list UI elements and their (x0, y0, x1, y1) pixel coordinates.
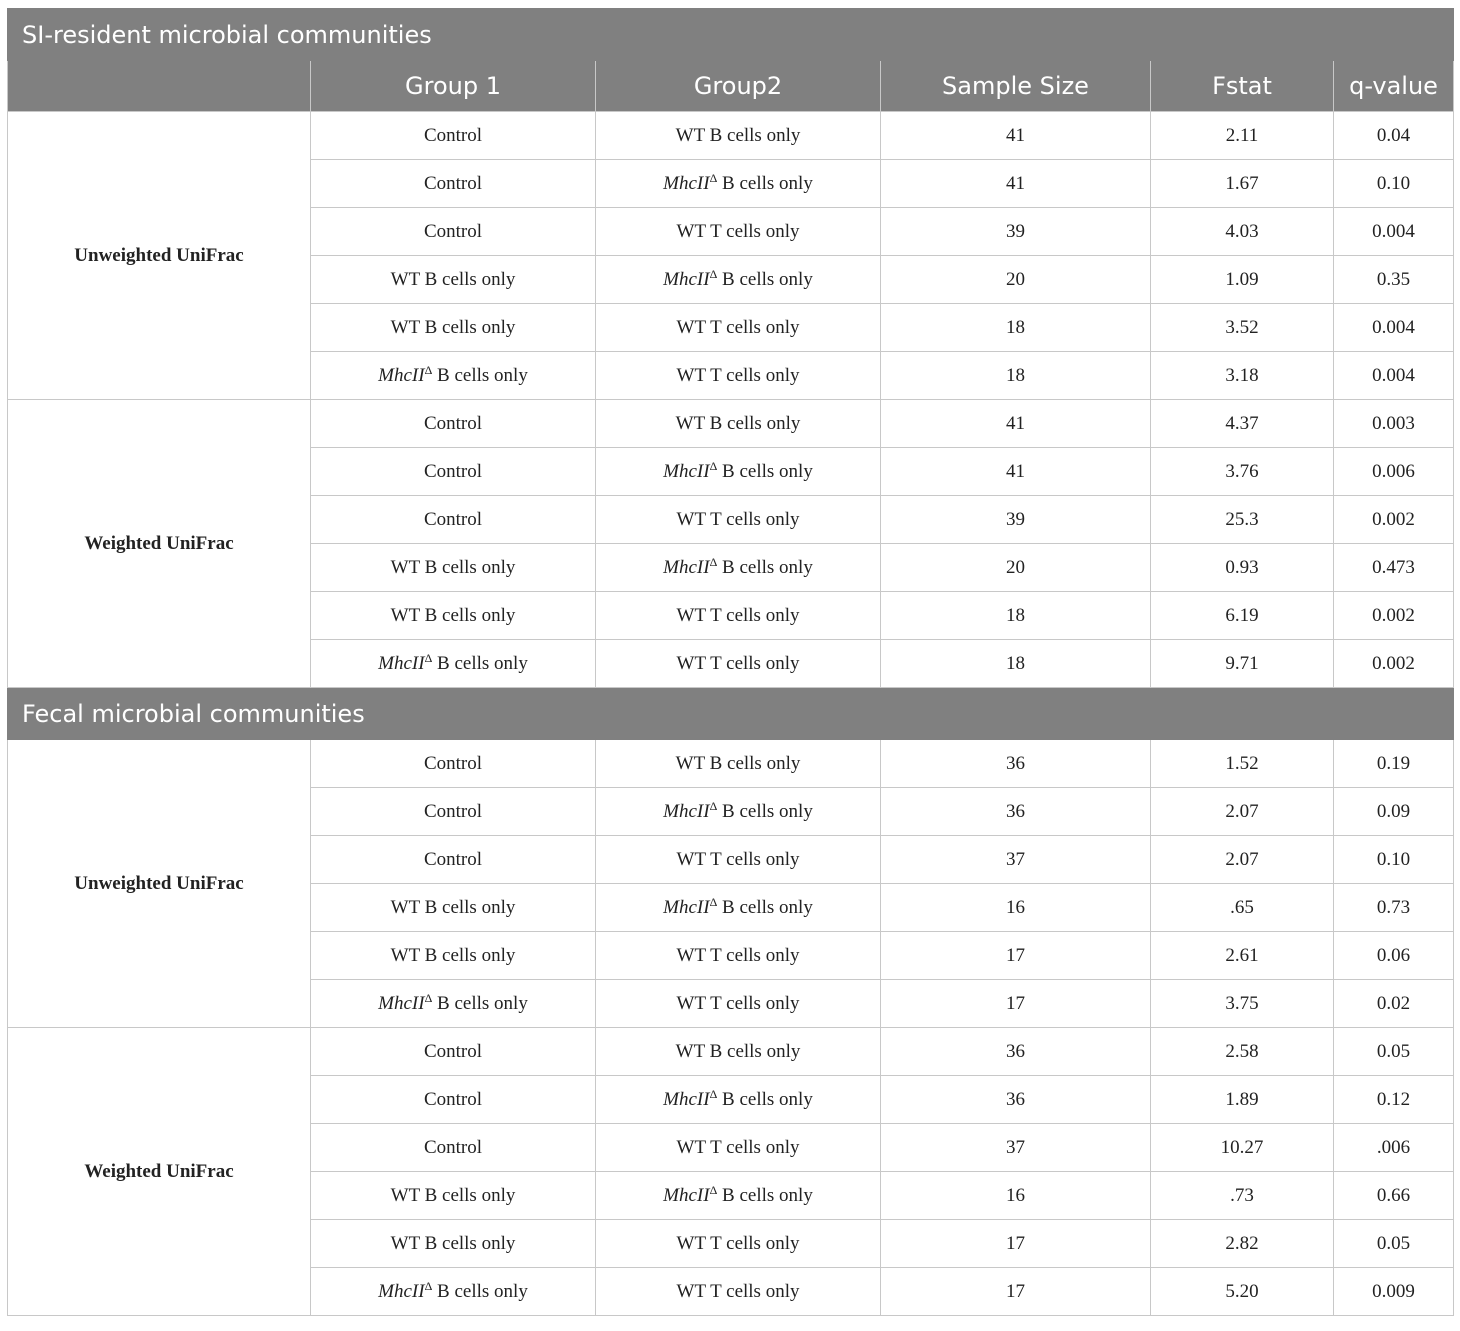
group1-cell: Control (311, 448, 596, 496)
gene-name: MhcII (378, 652, 425, 674)
group1-cell: Control (311, 496, 596, 544)
sample-size-cell: 41 (881, 448, 1151, 496)
q-value-cell: 0.006 (1334, 448, 1454, 496)
fstat-cell: 4.03 (1151, 208, 1334, 256)
column-header: Group 1 (311, 61, 596, 112)
sample-size-cell: 41 (881, 112, 1151, 160)
group2-cell: WT T cells only (596, 592, 881, 640)
sample-size-cell: 39 (881, 496, 1151, 544)
group2-cell: MhcII$^\Delta$ B cells only (596, 1076, 881, 1124)
column-header: Fstat (1151, 61, 1334, 112)
delta-superscript: Δ (709, 1182, 718, 1197)
sample-size-cell: 18 (881, 352, 1151, 400)
metric-label: Weighted UniFrac (8, 1028, 311, 1316)
sample-size-cell: 41 (881, 400, 1151, 448)
q-value-cell: 0.04 (1334, 112, 1454, 160)
q-value-cell: 0.05 (1334, 1028, 1454, 1076)
delta-superscript: Δ (424, 362, 433, 377)
q-value-cell: 0.05 (1334, 1220, 1454, 1268)
fstat-cell: 2.61 (1151, 932, 1334, 980)
group1-cell: Control (311, 208, 596, 256)
group2-cell: WT T cells only (596, 1220, 881, 1268)
q-value-cell: 0.004 (1334, 304, 1454, 352)
group2-cell: WT B cells only (596, 400, 881, 448)
group2-cell: WT T cells only (596, 496, 881, 544)
group2-cell: WT B cells only (596, 740, 881, 788)
delta-superscript: Δ (709, 1086, 718, 1101)
fstat-cell: 1.89 (1151, 1076, 1334, 1124)
fstat-cell: 1.09 (1151, 256, 1334, 304)
gene-name: MhcII (663, 1088, 710, 1110)
group1-cell: WT B cells only (311, 884, 596, 932)
group2-cell: WT T cells only (596, 932, 881, 980)
sample-size-cell: 37 (881, 836, 1151, 884)
group1-cell: Control (311, 740, 596, 788)
sample-size-cell: 16 (881, 1172, 1151, 1220)
group1-cell: Control (311, 112, 596, 160)
group2-cell: MhcII$^\Delta$ B cells only (596, 788, 881, 836)
sample-size-cell: 18 (881, 640, 1151, 688)
q-value-cell: 0.004 (1334, 352, 1454, 400)
sample-size-cell: 36 (881, 788, 1151, 836)
table-row (8, 1028, 1454, 1076)
q-value-cell: 0.73 (1334, 884, 1454, 932)
group2-cell: WT T cells only (596, 208, 881, 256)
group2-cell: MhcII$^\Delta$ B cells only (596, 448, 881, 496)
gene-name: MhcII (378, 1280, 425, 1302)
metric-label: Unweighted UniFrac (8, 112, 311, 400)
fstat-cell: .65 (1151, 884, 1334, 932)
q-value-cell: 0.35 (1334, 256, 1454, 304)
section-title: Fecal microbial communities (8, 688, 1454, 740)
group2-cell: WT T cells only (596, 304, 881, 352)
q-value-cell: 0.66 (1334, 1172, 1454, 1220)
sample-size-cell: 16 (881, 884, 1151, 932)
delta-superscript: Δ (424, 1278, 433, 1293)
q-value-cell: .006 (1334, 1124, 1454, 1172)
table-row (8, 400, 1454, 448)
sample-size-cell: 37 (881, 1124, 1151, 1172)
table-row (8, 112, 1454, 160)
gene-name: MhcII (663, 460, 710, 482)
q-value-cell: 0.12 (1334, 1076, 1454, 1124)
group1-cell: Control (311, 1124, 596, 1172)
fstat-cell: 2.82 (1151, 1220, 1334, 1268)
group1-cell: Control (311, 836, 596, 884)
sample-size-cell: 20 (881, 256, 1151, 304)
sample-size-cell: 39 (881, 208, 1151, 256)
column-header: Group2 (596, 61, 881, 112)
fstat-cell: 2.58 (1151, 1028, 1334, 1076)
column-header: Sample Size (881, 61, 1151, 112)
q-value-cell: 0.09 (1334, 788, 1454, 836)
group1-cell: MhcII$^\Delta$ B cells only (311, 640, 596, 688)
group2-cell: MhcII$^\Delta$ B cells only (596, 256, 881, 304)
fstat-cell: 0.93 (1151, 544, 1334, 592)
section-title: SI-resident microbial communities (8, 9, 1454, 61)
gene-name: MhcII (378, 364, 425, 386)
delta-superscript: Δ (709, 554, 718, 569)
fstat-cell: 2.07 (1151, 788, 1334, 836)
delta-superscript: Δ (424, 990, 433, 1005)
gene-name: MhcII (378, 992, 425, 1014)
q-value-cell: 0.19 (1334, 740, 1454, 788)
group1-cell: WT B cells only (311, 304, 596, 352)
fstat-cell: 1.52 (1151, 740, 1334, 788)
q-value-cell: 0.002 (1334, 496, 1454, 544)
q-value-cell: 0.10 (1334, 160, 1454, 208)
results-table (7, 8, 1454, 1316)
fstat-cell: 1.67 (1151, 160, 1334, 208)
sample-size-cell: 17 (881, 932, 1151, 980)
fstat-cell: 3.75 (1151, 980, 1334, 1028)
gene-name: MhcII (663, 172, 710, 194)
sample-size-cell: 17 (881, 980, 1151, 1028)
metric-label: Unweighted UniFrac (8, 740, 311, 1028)
metric-label: Weighted UniFrac (8, 400, 311, 688)
group1-cell: WT B cells only (311, 932, 596, 980)
group2-cell: MhcII$^\Delta$ B cells only (596, 1172, 881, 1220)
sample-size-cell: 36 (881, 1028, 1151, 1076)
section-title-row (8, 688, 1454, 740)
group2-cell: WT B cells only (596, 1028, 881, 1076)
group1-cell: MhcII$^\Delta$ B cells only (311, 1268, 596, 1316)
fstat-cell: 3.76 (1151, 448, 1334, 496)
fstat-cell: 3.18 (1151, 352, 1334, 400)
fstat-cell: 2.11 (1151, 112, 1334, 160)
delta-superscript: Δ (709, 170, 718, 185)
group1-cell: Control (311, 1076, 596, 1124)
fstat-cell: 9.71 (1151, 640, 1334, 688)
delta-superscript: Δ (424, 650, 433, 665)
delta-superscript: Δ (709, 266, 718, 281)
sample-size-cell: 20 (881, 544, 1151, 592)
q-value-cell: 0.009 (1334, 1268, 1454, 1316)
q-value-cell: 0.003 (1334, 400, 1454, 448)
group1-cell: MhcII$^\Delta$ B cells only (311, 980, 596, 1028)
group1-cell: MhcII$^\Delta$ B cells only (311, 352, 596, 400)
q-value-cell: 0.473 (1334, 544, 1454, 592)
sample-size-cell: 41 (881, 160, 1151, 208)
column-header-row (8, 61, 1454, 112)
fstat-cell: 2.07 (1151, 836, 1334, 884)
group1-cell: Control (311, 400, 596, 448)
sample-size-cell: 36 (881, 740, 1151, 788)
group1-cell: WT B cells only (311, 592, 596, 640)
group2-cell: WT B cells only (596, 112, 881, 160)
q-value-cell: 0.002 (1334, 640, 1454, 688)
fstat-cell: 6.19 (1151, 592, 1334, 640)
q-value-cell: 0.10 (1334, 836, 1454, 884)
fstat-cell: .73 (1151, 1172, 1334, 1220)
sample-size-cell: 17 (881, 1268, 1151, 1316)
sample-size-cell: 18 (881, 592, 1151, 640)
group2-cell: MhcII$^\Delta$ B cells only (596, 544, 881, 592)
gene-name: MhcII (663, 1184, 710, 1206)
group2-cell: WT T cells only (596, 1268, 881, 1316)
fstat-cell: 25.3 (1151, 496, 1334, 544)
group1-cell: WT B cells only (311, 1172, 596, 1220)
sample-size-cell: 18 (881, 304, 1151, 352)
sample-size-cell: 17 (881, 1220, 1151, 1268)
group2-cell: WT T cells only (596, 640, 881, 688)
gene-name: MhcII (663, 896, 710, 918)
table-row (8, 740, 1454, 788)
delta-superscript: Δ (709, 894, 718, 909)
gene-name: MhcII (663, 800, 710, 822)
q-value-cell: 0.004 (1334, 208, 1454, 256)
gene-name: MhcII (663, 268, 710, 290)
section-title-row (8, 9, 1454, 61)
delta-superscript: Δ (709, 458, 718, 473)
group2-cell: WT T cells only (596, 836, 881, 884)
q-value-cell: 0.002 (1334, 592, 1454, 640)
sample-size-cell: 36 (881, 1076, 1151, 1124)
group2-cell: WT T cells only (596, 352, 881, 400)
group2-cell: MhcII$^\Delta$ B cells only (596, 884, 881, 932)
group2-cell: MhcII$^\Delta$ B cells only (596, 160, 881, 208)
gene-name: MhcII (663, 556, 710, 578)
group1-cell: Control (311, 788, 596, 836)
fstat-cell: 5.20 (1151, 1268, 1334, 1316)
group2-cell: WT T cells only (596, 980, 881, 1028)
fstat-cell: 4.37 (1151, 400, 1334, 448)
fstat-cell: 3.52 (1151, 304, 1334, 352)
group1-cell: WT B cells only (311, 1220, 596, 1268)
group1-cell: WT B cells only (311, 256, 596, 304)
column-header (8, 61, 311, 112)
delta-superscript: Δ (709, 798, 718, 813)
column-header: q-value (1334, 61, 1454, 112)
fstat-cell: 10.27 (1151, 1124, 1334, 1172)
group1-cell: Control (311, 160, 596, 208)
q-value-cell: 0.02 (1334, 980, 1454, 1028)
group2-cell: WT T cells only (596, 1124, 881, 1172)
group1-cell: Control (311, 1028, 596, 1076)
group1-cell: WT B cells only (311, 544, 596, 592)
q-value-cell: 0.06 (1334, 932, 1454, 980)
